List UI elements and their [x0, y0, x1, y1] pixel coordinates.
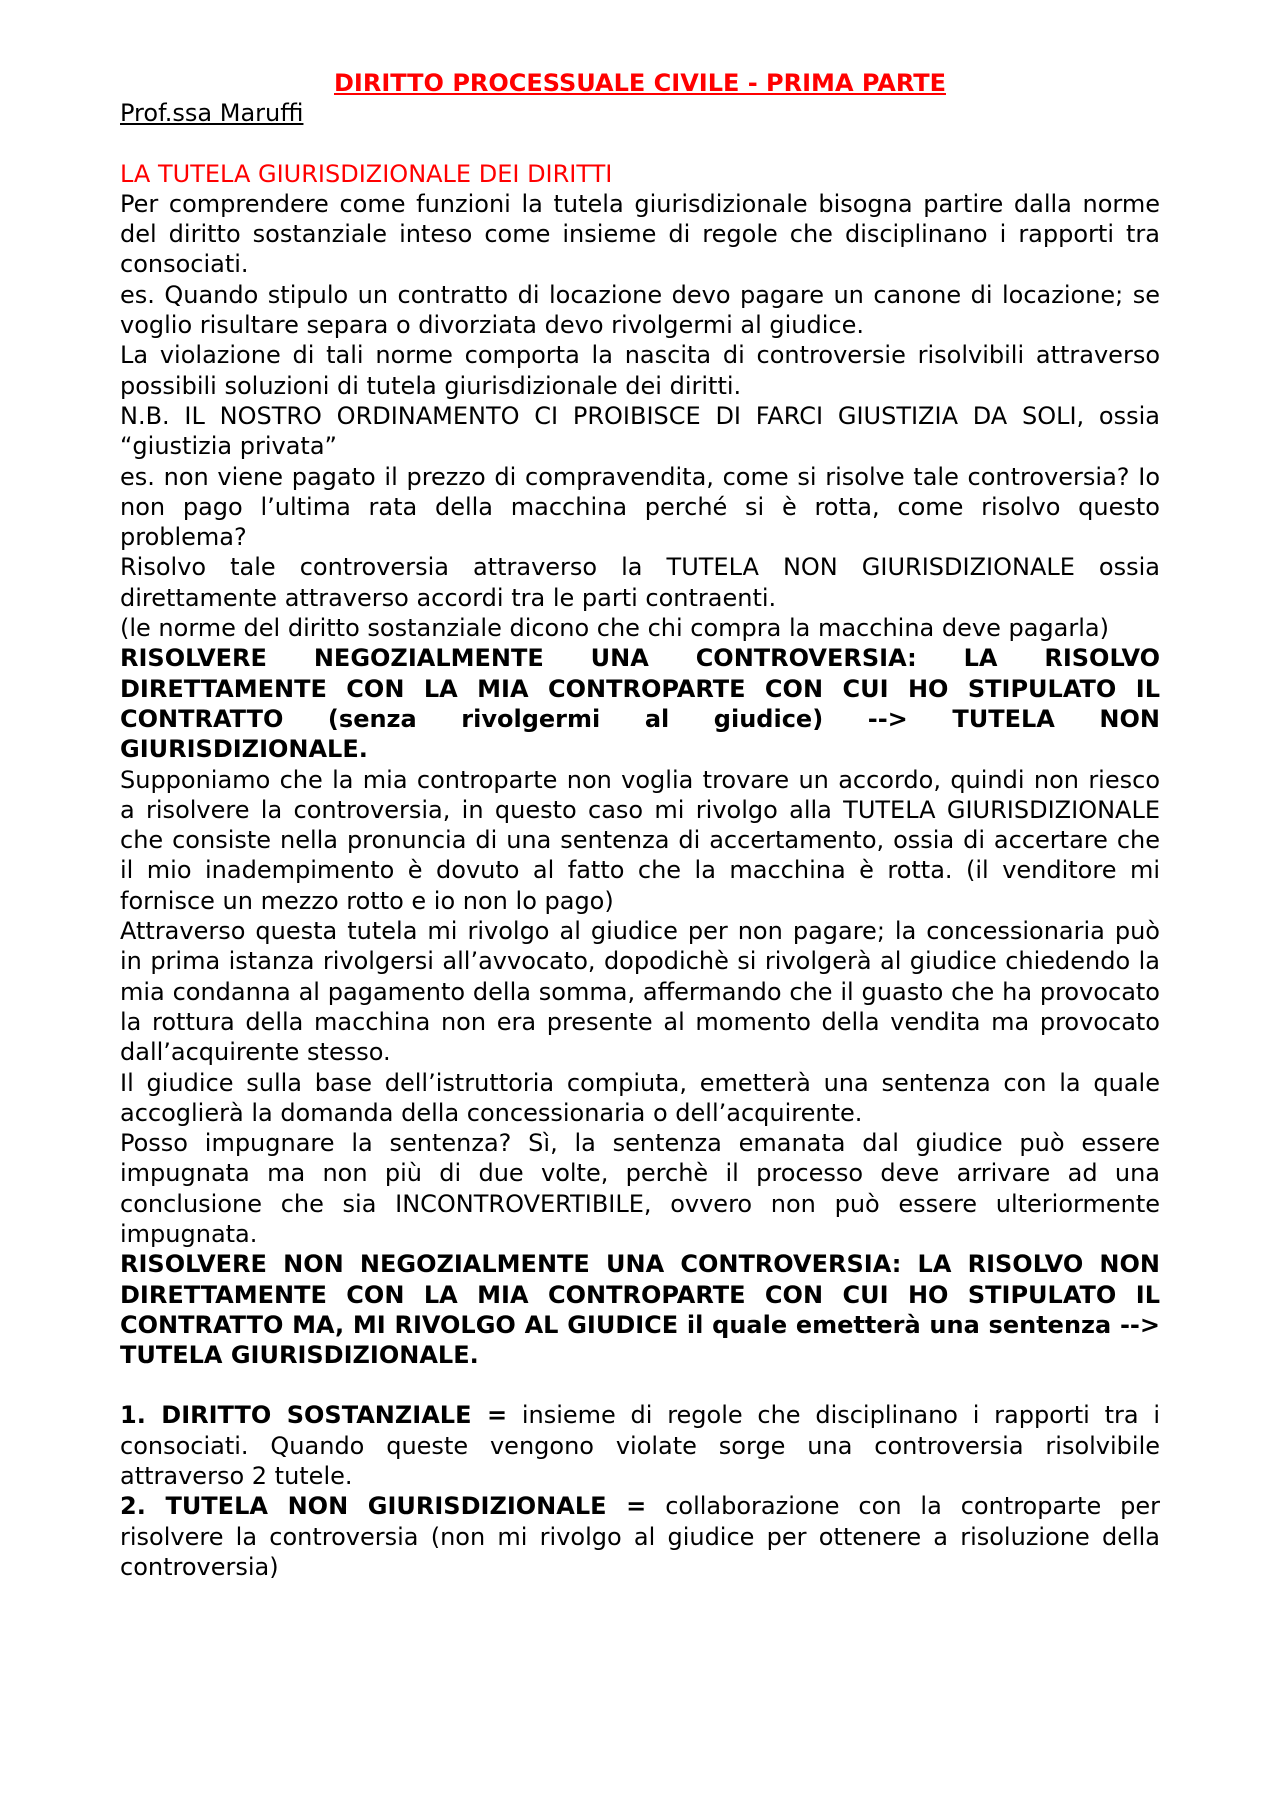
definition-item	[120, 1400, 1160, 1491]
author-line: Prof.ssa Maruffi	[120, 99, 304, 128]
paragraph: N.B. IL NOSTRO ORDINAMENTO CI PROIBISCE DI FARCI GIUSTIZIA DA SOLI, ossia “giustizia privata”	[120, 401, 1160, 461]
paragraph: La violazione di tali norme comporta la nascita di controversie risolvibili attraverso possibili soluzioni di tutela giurisdizionale dei diritti.	[120, 341, 1160, 400]
paragraph: Posso impugnare la sentenza? Sì, la sentenza emanata dal giudice può essere impugnata ma non più di due volte, perchè il processo deve arrivare ad una conclusione che sia INCONTROVERTIBILE, ovvero non può essere ulteriormente impugnata.	[120, 1129, 1160, 1248]
definition-text: collaborazione con la controparte per risolvere la controversia (non mi rivolgo al giudice per ottenere a risoluzione della controversia)	[120, 1492, 1160, 1581]
definition-text: insieme di regole che disciplinano i rapporti tra i consociati. Quando queste vengono violate sorge una controversia risolvibile attraverso 2 tutele.	[120, 1401, 1160, 1491]
section-heading: LA TUTELA GIURISDIZIONALE DEI DIRITTI	[120, 159, 613, 188]
paragraph: Il giudice sulla base dell’istruttoria compiuta, emetterà una sentenza con la quale accoglierà la domanda della concessionaria o dell’acquirente.	[120, 1068, 1160, 1127]
definition-item	[120, 1491, 1160, 1582]
paragraph: es. Quando stipulo un contratto di locazione devo pagare un canone di locazione; se voglio risultare separa o divorziata devo rivolgermi al giudice.	[120, 280, 1160, 340]
definition-term: 2. TUTELA NON GIURISDIZIONALE =	[120, 1492, 647, 1521]
paragraph: es. non viene pagato il prezzo di compravendita, come si risolve tale controversia? Io non pago l’ultima rata della macchina perché si è rotta, come risolvo questo problema?	[120, 462, 1160, 552]
paragraph: (le norme del diritto sostanziale dicono che chi compra la macchina deve pagarla)	[120, 614, 1109, 643]
paragraph: Risolvo tale controversia attraverso la TUTELA NON GIURISDIZIONALE ossia direttamente attraverso accordi tra le parti contraenti.	[120, 553, 1160, 612]
definition-term: 1. DIRITTO SOSTANZIALE =	[120, 1401, 508, 1430]
document-page	[120, 68, 1160, 1582]
bold-paragraph: RISOLVERE NEGOZIALMENTE UNA CONTROVERSIA: LA RISOLVO DIRETTAMENTE CON LA MIA CONTROPARTE CON CUI HO STIPULATO IL CONTRATTO (senza rivolgermi al giudice) --> TUTELA NON GIURISDIZIONALE.	[120, 644, 1160, 764]
paragraph: Per comprendere come funzioni la tutela giurisdizionale bisogna partire dalla norme del diritto sostanziale inteso come insieme di regole che disciplinano i rapporti tra consociati.	[120, 189, 1160, 279]
document-title: DIRITTO PROCESSUALE CIVILE - PRIMA PARTE	[334, 69, 946, 97]
spacer	[120, 1370, 1160, 1400]
paragraph: Attraverso questa tutela mi rivolgo al giudice per non pagare; la concessionaria può in prima istanza rivolgersi all’avvocato, dopodichè si rivolgerà al giudice chiedendo la mia condanna al pagamento della somma, affermando che il guasto che ha provocato la rottura della macchina non era presente al momento della vendita ma provocato dall’acquirente stesso.	[120, 917, 1160, 1067]
bold-paragraph: RISOLVERE NON NEGOZIALMENTE UNA CONTROVERSIA: LA RISOLVO NON DIRETTAMENTE CON LA MIA CONTROPARTE CON CUI HO STIPULATO IL CONTRATTO MA, MI RIVOLGO AL GIUDICE il quale emetterà una sentenza --> TUTELA GIURISDIZIONALE.	[120, 1250, 1160, 1370]
paragraph: Supponiamo che la mia controparte non voglia trovare un accordo, quindi non riesco a risolvere la controversia, in questo caso mi rivolgo alla TUTELA GIURISDIZIONALE che consiste nella pronuncia di una sentenza di accertamento, ossia di accertare che il mio inadempimento è dovuto al fatto che la macchina è rotta. (il venditore mi fornisce un mezzo rotto e io non lo pago)	[120, 765, 1160, 915]
